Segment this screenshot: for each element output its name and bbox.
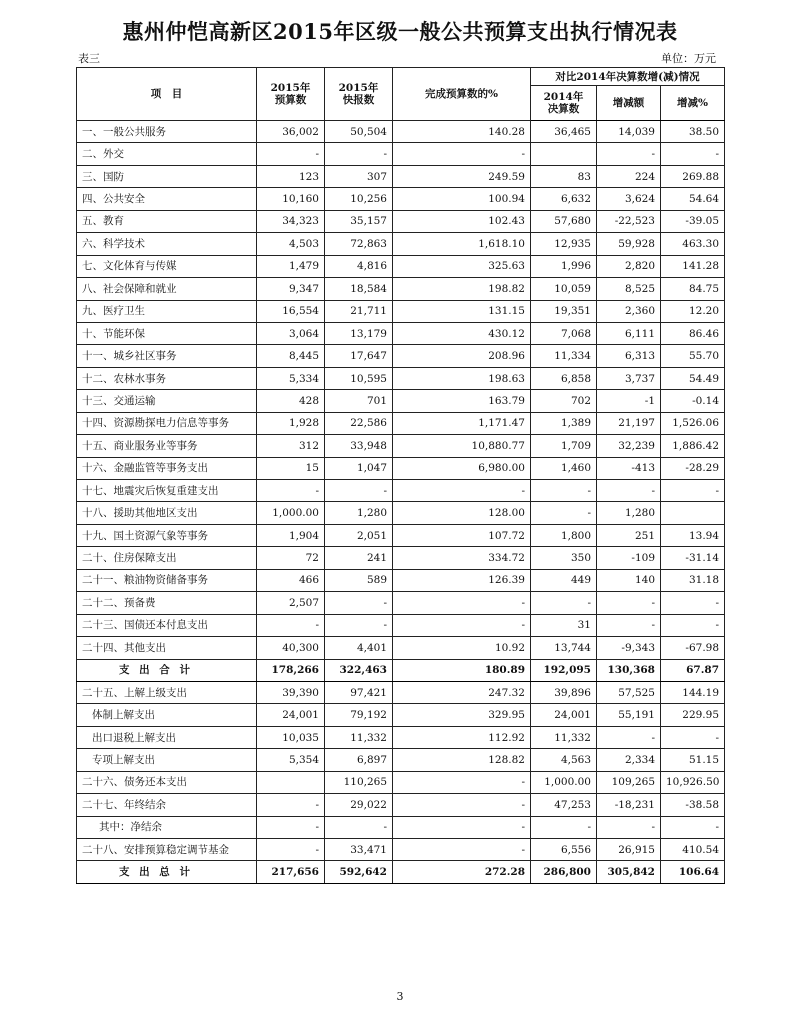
cell-change-amount: -109: [597, 547, 661, 569]
table-row: [77, 726, 725, 748]
cell-quick-2015: 33,948: [325, 435, 393, 457]
cell-change-amount: -: [597, 143, 661, 165]
cell-item: 十、节能环保: [77, 322, 257, 344]
cell-completion-pct: 10.92: [393, 637, 531, 659]
cell-quick-2015: 33,471: [325, 839, 393, 861]
cell-final-2014: 1,709: [531, 435, 597, 457]
cell-completion-pct: 198.63: [393, 367, 531, 389]
cell-quick-2015: 11,332: [325, 726, 393, 748]
cell-quick-2015: 97,421: [325, 681, 393, 703]
cell-quick-2015: 4,816: [325, 255, 393, 277]
cell-completion-pct: -: [393, 143, 531, 165]
table-row: [77, 816, 725, 838]
cell-quick-2015: 589: [325, 569, 393, 591]
cell-change-pct: 54.49: [661, 367, 725, 389]
cell-budget-2015: 15: [257, 457, 325, 479]
cell-quick-2015: 22,586: [325, 412, 393, 434]
cell-item: 十九、国土资源气象等事务: [77, 524, 257, 546]
cell-change-amount: 305,842: [597, 861, 661, 883]
header-budget-line1: 2015年: [270, 82, 311, 94]
header-compare-group: 对比2014年决算数增(减)情况: [531, 68, 725, 86]
header-item: 项 目: [77, 68, 257, 121]
cell-item: 九、医疗卫生: [77, 300, 257, 322]
cell-quick-2015: -: [325, 143, 393, 165]
cell-final-2014: [531, 143, 597, 165]
cell-item: 十七、地震灾后恢复重建支出: [77, 480, 257, 502]
cell-budget-2015: 10,160: [257, 188, 325, 210]
cell-change-amount: 55,191: [597, 704, 661, 726]
cell-final-2014: 1,389: [531, 412, 597, 434]
cell-item: 支 出 合 计: [77, 659, 257, 681]
cell-change-pct: 1,526.06: [661, 412, 725, 434]
cell-completion-pct: 1,618.10: [393, 233, 531, 255]
cell-budget-2015: 5,354: [257, 749, 325, 771]
cell-change-pct: 55.70: [661, 345, 725, 367]
unit-label: 单位：万元: [661, 52, 716, 65]
cell-final-2014: 350: [531, 547, 597, 569]
cell-quick-2015: 2,051: [325, 524, 393, 546]
cell-change-amount: 224: [597, 165, 661, 187]
cell-quick-2015: 322,463: [325, 659, 393, 681]
cell-final-2014: 47,253: [531, 794, 597, 816]
cell-completion-pct: -: [393, 771, 531, 793]
cell-final-2014: 702: [531, 390, 597, 412]
cell-completion-pct: 430.12: [393, 322, 531, 344]
cell-change-pct: -38.58: [661, 794, 725, 816]
table-row: [77, 681, 725, 703]
table-row: [77, 839, 725, 861]
table-row: [77, 121, 725, 143]
cell-quick-2015: 10,595: [325, 367, 393, 389]
cell-change-pct: -: [661, 816, 725, 838]
cell-change-amount: 57,525: [597, 681, 661, 703]
cell-change-amount: 109,265: [597, 771, 661, 793]
cell-change-amount: 59,928: [597, 233, 661, 255]
cell-change-amount: -: [597, 816, 661, 838]
cell-final-2014: 83: [531, 165, 597, 187]
cell-item: 十五、商业服务业等事务: [77, 435, 257, 457]
cell-completion-pct: 140.28: [393, 121, 531, 143]
cell-change-pct: 141.28: [661, 255, 725, 277]
cell-item: 其中：净结余: [77, 816, 257, 838]
table-row: [77, 300, 725, 322]
cell-completion-pct: 334.72: [393, 547, 531, 569]
cell-completion-pct: 10,880.77: [393, 435, 531, 457]
cell-completion-pct: 100.94: [393, 188, 531, 210]
cell-change-pct: -: [661, 480, 725, 502]
table-row: [77, 547, 725, 569]
table-row: [77, 278, 725, 300]
cell-completion-pct: 272.28: [393, 861, 531, 883]
cell-quick-2015: 1,047: [325, 457, 393, 479]
header-completion: 完成预算数的%: [393, 68, 531, 121]
cell-completion-pct: -: [393, 816, 531, 838]
table-row: [77, 143, 725, 165]
cell-budget-2015: 217,656: [257, 861, 325, 883]
cell-completion-pct: -: [393, 794, 531, 816]
cell-change-pct: 67.87: [661, 659, 725, 681]
cell-completion-pct: 131.15: [393, 300, 531, 322]
cell-change-pct: [661, 502, 725, 524]
cell-quick-2015: 701: [325, 390, 393, 412]
cell-completion-pct: 329.95: [393, 704, 531, 726]
table-row: [77, 794, 725, 816]
cell-change-pct: 84.75: [661, 278, 725, 300]
total-row: [77, 861, 725, 883]
cell-quick-2015: 1,280: [325, 502, 393, 524]
cell-change-pct: 54.64: [661, 188, 725, 210]
cell-quick-2015: 307: [325, 165, 393, 187]
table-body: [77, 121, 725, 884]
cell-quick-2015: 21,711: [325, 300, 393, 322]
cell-quick-2015: 17,647: [325, 345, 393, 367]
cell-budget-2015: 39,390: [257, 681, 325, 703]
cell-quick-2015: 10,256: [325, 188, 393, 210]
header-change-amount: 增减额: [597, 86, 661, 121]
cell-completion-pct: 325.63: [393, 255, 531, 277]
cell-change-pct: 13.94: [661, 524, 725, 546]
cell-quick-2015: 35,157: [325, 210, 393, 232]
table-row: [77, 367, 725, 389]
cell-item: 专项上解支出: [77, 749, 257, 771]
cell-quick-2015: 4,401: [325, 637, 393, 659]
cell-item: 十二、农林水事务: [77, 367, 257, 389]
cell-budget-2015: 1,928: [257, 412, 325, 434]
cell-budget-2015: 312: [257, 435, 325, 457]
cell-change-amount: -9,343: [597, 637, 661, 659]
cell-change-pct: -: [661, 726, 725, 748]
cell-change-amount: -: [597, 592, 661, 614]
table-row: [77, 749, 725, 771]
cell-completion-pct: 163.79: [393, 390, 531, 412]
cell-change-amount: 130,368: [597, 659, 661, 681]
cell-change-amount: -18,231: [597, 794, 661, 816]
cell-budget-2015: 4,503: [257, 233, 325, 255]
cell-change-pct: 463.30: [661, 233, 725, 255]
cell-budget-2015: 10,035: [257, 726, 325, 748]
cell-change-amount: -: [597, 726, 661, 748]
cell-change-amount: 21,197: [597, 412, 661, 434]
cell-item: 十三、交通运输: [77, 390, 257, 412]
cell-change-pct: 51.15: [661, 749, 725, 771]
table-row: [77, 524, 725, 546]
table-row: [77, 412, 725, 434]
cell-final-2014: 192,095: [531, 659, 597, 681]
cell-final-2014: 1,996: [531, 255, 597, 277]
cell-budget-2015: 36,002: [257, 121, 325, 143]
table-row: [77, 502, 725, 524]
table-row: [77, 457, 725, 479]
cell-change-amount: 6,111: [597, 322, 661, 344]
cell-completion-pct: 107.72: [393, 524, 531, 546]
header-quick-line1: 2015年: [338, 82, 379, 94]
cell-quick-2015: -: [325, 592, 393, 614]
table-subheader: [78, 50, 722, 66]
page-number: 3: [396, 990, 404, 1003]
cell-final-2014: 11,334: [531, 345, 597, 367]
cell-quick-2015: 110,265: [325, 771, 393, 793]
table-row: [77, 233, 725, 255]
cell-change-pct: 106.64: [661, 861, 725, 883]
cell-final-2014: 24,001: [531, 704, 597, 726]
cell-quick-2015: 6,897: [325, 749, 393, 771]
cell-budget-2015: -: [257, 480, 325, 502]
cell-final-2014: 39,896: [531, 681, 597, 703]
cell-completion-pct: -: [393, 480, 531, 502]
cell-change-pct: -: [661, 143, 725, 165]
table-row: [77, 480, 725, 502]
cell-item: 二十、住房保障支出: [77, 547, 257, 569]
cell-final-2014: 7,068: [531, 322, 597, 344]
cell-item: 二十七、年终结余: [77, 794, 257, 816]
budget-table: [76, 67, 725, 884]
cell-quick-2015: -: [325, 614, 393, 636]
cell-completion-pct: 126.39: [393, 569, 531, 591]
cell-change-amount: 26,915: [597, 839, 661, 861]
cell-budget-2015: 72: [257, 547, 325, 569]
cell-change-pct: 31.18: [661, 569, 725, 591]
cell-change-amount: 2,334: [597, 749, 661, 771]
cell-change-amount: 2,360: [597, 300, 661, 322]
cell-quick-2015: 50,504: [325, 121, 393, 143]
cell-completion-pct: 1,171.47: [393, 412, 531, 434]
header-quick-line2: 快报数: [342, 94, 375, 106]
cell-item: 十六、金融监管等事务支出: [77, 457, 257, 479]
cell-final-2014: -: [531, 592, 597, 614]
cell-budget-2015: -: [257, 816, 325, 838]
cell-final-2014: -: [531, 502, 597, 524]
cell-completion-pct: 102.43: [393, 210, 531, 232]
cell-completion-pct: -: [393, 614, 531, 636]
cell-item: 体制上解支出: [77, 704, 257, 726]
cell-change-pct: -28.29: [661, 457, 725, 479]
total-row: [77, 659, 725, 681]
cell-quick-2015: 79,192: [325, 704, 393, 726]
table-row: [77, 569, 725, 591]
table-row: [77, 435, 725, 457]
cell-item: 二十五、上解上级支出: [77, 681, 257, 703]
cell-quick-2015: 29,022: [325, 794, 393, 816]
header-final-line1: 2014年: [543, 91, 584, 103]
cell-completion-pct: 128.00: [393, 502, 531, 524]
cell-budget-2015: 5,334: [257, 367, 325, 389]
table-row: [77, 165, 725, 187]
cell-item: 十八、援助其他地区支出: [77, 502, 257, 524]
cell-final-2014: -: [531, 480, 597, 502]
page-title: 惠州仲恺高新区2015年区级一般公共预算支出执行情况表: [122, 19, 678, 44]
cell-change-pct: 269.88: [661, 165, 725, 187]
cell-completion-pct: 208.96: [393, 345, 531, 367]
cell-change-pct: 410.54: [661, 839, 725, 861]
cell-budget-2015: [257, 771, 325, 793]
cell-item: 支 出 总 计: [77, 861, 257, 883]
cell-completion-pct: 128.82: [393, 749, 531, 771]
header-final-2014: [531, 86, 597, 121]
cell-final-2014: 1,000.00: [531, 771, 597, 793]
cell-quick-2015: 13,179: [325, 322, 393, 344]
cell-final-2014: 6,556: [531, 839, 597, 861]
cell-budget-2015: 40,300: [257, 637, 325, 659]
cell-final-2014: 31: [531, 614, 597, 636]
cell-budget-2015: 9,347: [257, 278, 325, 300]
cell-item: 六、科学技术: [77, 233, 257, 255]
header-change-pct: 增减%: [661, 86, 725, 121]
cell-item: 三、国防: [77, 165, 257, 187]
cell-final-2014: 19,351: [531, 300, 597, 322]
cell-change-pct: 38.50: [661, 121, 725, 143]
cell-completion-pct: 180.89: [393, 659, 531, 681]
cell-completion-pct: 112.92: [393, 726, 531, 748]
cell-item: 八、社会保障和就业: [77, 278, 257, 300]
cell-change-pct: -31.14: [661, 547, 725, 569]
cell-item: 二十二、预备费: [77, 592, 257, 614]
cell-budget-2015: 3,064: [257, 322, 325, 344]
cell-final-2014: 10,059: [531, 278, 597, 300]
table-row: [77, 345, 725, 367]
cell-change-amount: 3,737: [597, 367, 661, 389]
cell-budget-2015: 466: [257, 569, 325, 591]
header-quick-2015: [325, 68, 393, 121]
cell-item: 二十三、国债还本付息支出: [77, 614, 257, 636]
cell-change-amount: 140: [597, 569, 661, 591]
table-row: [77, 210, 725, 232]
table-row: [77, 188, 725, 210]
cell-item: 一、一般公共服务: [77, 121, 257, 143]
header-final-line2: 决算数: [547, 103, 580, 115]
cell-item: 十四、资源勘探电力信息等事务: [77, 412, 257, 434]
cell-change-amount: 1,280: [597, 502, 661, 524]
cell-change-pct: 10,926.50: [661, 771, 725, 793]
table-row: [77, 771, 725, 793]
cell-budget-2015: -: [257, 794, 325, 816]
cell-change-pct: -: [661, 614, 725, 636]
table-row: [77, 704, 725, 726]
cell-change-amount: 6,313: [597, 345, 661, 367]
cell-budget-2015: 1,479: [257, 255, 325, 277]
cell-change-pct: 12.20: [661, 300, 725, 322]
header-budget-line2: 预算数: [274, 94, 307, 106]
cell-change-amount: -: [597, 614, 661, 636]
cell-final-2014: 449: [531, 569, 597, 591]
cell-change-amount: 8,525: [597, 278, 661, 300]
cell-quick-2015: -: [325, 816, 393, 838]
cell-change-amount: -1: [597, 390, 661, 412]
cell-change-amount: 251: [597, 524, 661, 546]
cell-completion-pct: -: [393, 592, 531, 614]
cell-item: 二十四、其他支出: [77, 637, 257, 659]
cell-final-2014: 6,858: [531, 367, 597, 389]
cell-final-2014: 13,744: [531, 637, 597, 659]
cell-item: 十一、城乡社区事务: [77, 345, 257, 367]
cell-completion-pct: 198.82: [393, 278, 531, 300]
cell-item: 七、文化体育与传媒: [77, 255, 257, 277]
table-row: [77, 322, 725, 344]
cell-final-2014: 57,680: [531, 210, 597, 232]
cell-final-2014: -: [531, 816, 597, 838]
cell-quick-2015: -: [325, 480, 393, 502]
cell-completion-pct: -: [393, 839, 531, 861]
cell-budget-2015: -: [257, 839, 325, 861]
cell-final-2014: 36,465: [531, 121, 597, 143]
cell-change-amount: 3,624: [597, 188, 661, 210]
table-row: [77, 255, 725, 277]
cell-quick-2015: 18,584: [325, 278, 393, 300]
cell-final-2014: 1,800: [531, 524, 597, 546]
cell-completion-pct: 247.32: [393, 681, 531, 703]
cell-item: 二十八、安排预算稳定调节基金: [77, 839, 257, 861]
cell-quick-2015: 241: [325, 547, 393, 569]
cell-budget-2015: 24,001: [257, 704, 325, 726]
cell-change-pct: -67.98: [661, 637, 725, 659]
cell-budget-2015: 178,266: [257, 659, 325, 681]
table-number: 表三: [78, 52, 100, 65]
cell-budget-2015: 2,507: [257, 592, 325, 614]
table-row: [77, 637, 725, 659]
cell-final-2014: 4,563: [531, 749, 597, 771]
cell-item: 出口退税上解支出: [77, 726, 257, 748]
table-header: [77, 68, 725, 121]
cell-budget-2015: 1,904: [257, 524, 325, 546]
cell-change-amount: 2,820: [597, 255, 661, 277]
cell-change-pct: 86.46: [661, 322, 725, 344]
cell-change-amount: -: [597, 480, 661, 502]
cell-budget-2015: 1,000.00: [257, 502, 325, 524]
cell-budget-2015: 428: [257, 390, 325, 412]
cell-change-amount: 32,239: [597, 435, 661, 457]
cell-completion-pct: 249.59: [393, 165, 531, 187]
cell-budget-2015: -: [257, 614, 325, 636]
cell-change-pct: -39.05: [661, 210, 725, 232]
cell-change-pct: 144.19: [661, 681, 725, 703]
cell-item: 二、外交: [77, 143, 257, 165]
table-row: [77, 390, 725, 412]
cell-budget-2015: -: [257, 143, 325, 165]
cell-budget-2015: 34,323: [257, 210, 325, 232]
cell-quick-2015: 72,863: [325, 233, 393, 255]
table-row: [77, 592, 725, 614]
cell-final-2014: 6,632: [531, 188, 597, 210]
cell-item: 四、公共安全: [77, 188, 257, 210]
cell-item: 二十六、债务还本支出: [77, 771, 257, 793]
cell-final-2014: 1,460: [531, 457, 597, 479]
cell-item: 五、教育: [77, 210, 257, 232]
cell-final-2014: 286,800: [531, 861, 597, 883]
cell-item: 二十一、粮油物资储备事务: [77, 569, 257, 591]
cell-budget-2015: 8,445: [257, 345, 325, 367]
cell-budget-2015: 123: [257, 165, 325, 187]
table-row: [77, 614, 725, 636]
cell-quick-2015: 592,642: [325, 861, 393, 883]
cell-change-pct: -0.14: [661, 390, 725, 412]
cell-final-2014: 11,332: [531, 726, 597, 748]
cell-completion-pct: 6,980.00: [393, 457, 531, 479]
cell-change-amount: -22,523: [597, 210, 661, 232]
cell-change-amount: -413: [597, 457, 661, 479]
cell-change-pct: 1,886.42: [661, 435, 725, 457]
cell-change-pct: -: [661, 592, 725, 614]
cell-budget-2015: 16,554: [257, 300, 325, 322]
cell-change-amount: 14,039: [597, 121, 661, 143]
cell-final-2014: 12,935: [531, 233, 597, 255]
header-budget-2015: [257, 68, 325, 121]
cell-change-pct: 229.95: [661, 704, 725, 726]
